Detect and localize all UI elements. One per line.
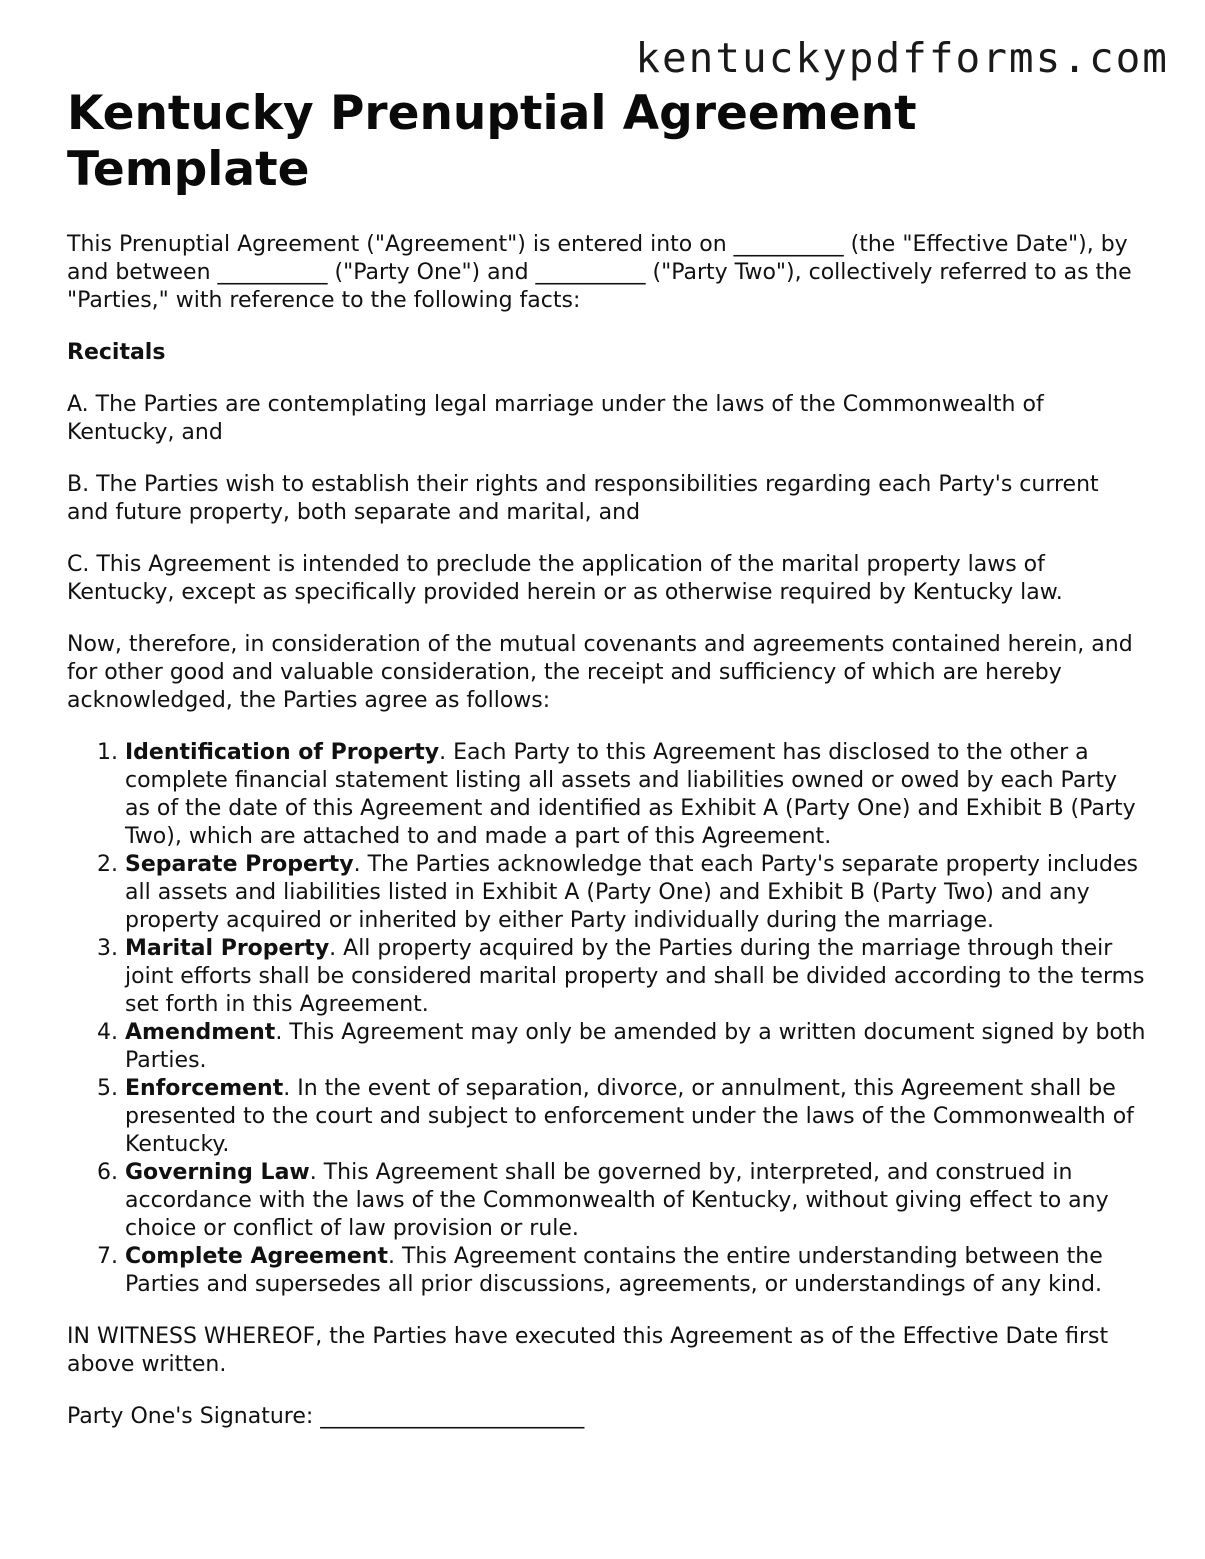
clause-heading: Marital Property [125, 936, 330, 961]
clause-heading: Governing Law [125, 1160, 310, 1185]
clause-text: . This Agreement contains the entire understanding between the Parties and supersedes all prior discussions, agreements, or understandings of any kind. [125, 1244, 1103, 1297]
clauses-list [67, 739, 1147, 1299]
intro-paragraph: This Prenuptial Agreement ("Agreement") is entered into on __________ (the "Effective Date"), by and between __________ ("Party One") and __________ ("Party Two"), collectively referred to as the "Parties," with reference to the following facts: [67, 232, 1132, 313]
clause-heading: Separate Property [125, 852, 354, 877]
clause-heading: Complete Agreement [125, 1244, 388, 1269]
clause-separate-property [125, 851, 1147, 935]
site-watermark: kentuckypdfforms.com [635, 34, 1169, 82]
document-body [67, 86, 1147, 1431]
now-therefore-paragraph: Now, therefore, in consideration of the mutual covenants and agreements contained herein, and for other good and valuable consideration, the receipt and sufficiency of which are hereby acknowledged, the Parties agree as follows: [67, 632, 1133, 713]
clause-amendment [125, 1019, 1147, 1075]
recital-c: C. This Agreement is intended to preclude the application of the marital property laws of Kentucky, except as specifically provided herein or as otherwise required by Kentucky law. [67, 552, 1063, 605]
recitals-heading: Recitals [67, 340, 166, 365]
clause-text: . The Parties acknowledge that each Party's separate property includes all assets and liabilities listed in Exhibit A (Party One) and Exhibit B (Party Two) and any property acquired or inherited by either Party individually during the marriage. [125, 852, 1139, 933]
clause-identification-of-property [125, 739, 1147, 851]
clause-text: . Each Party to this Agreement has disclosed to the other a complete financial statement listing all assets and liabilities owned or owed by each Party as of the date of this Agreement and identified as Exhibit A (Party One) and Exhibit B (Party Two), which are attached to and made a part of this Agreement. [125, 740, 1136, 849]
clause-text: . This Agreement may only be amended by a written document signed by both Parties. [125, 1020, 1146, 1073]
clause-heading: Amendment [125, 1020, 276, 1045]
clause-text: . This Agreement shall be governed by, interpreted, and construed in accordance with the laws of the Commonwealth of Kentucky, without giving effect to any choice or conflict of law provision or rule. [125, 1160, 1109, 1241]
clause-enforcement [125, 1075, 1147, 1159]
clause-governing-law [125, 1159, 1147, 1243]
clause-text: . All property acquired by the Parties during the marriage through their joint efforts shall be considered marital property and shall be divided according to the terms set forth in this Agreement. [125, 936, 1145, 1017]
party-one-signature-line: Party One's Signature: ________________________ [67, 1404, 585, 1429]
document-title: Kentucky Prenuptial Agreement Template [67, 86, 917, 197]
witness-paragraph: IN WITNESS WHEREOF, the Parties have executed this Agreement as of the Effective Date first above written. [67, 1324, 1109, 1377]
clause-marital-property [125, 935, 1147, 1019]
clause-text: . In the event of separation, divorce, or annulment, this Agreement shall be presented to the court and subject to enforcement under the laws of the Commonwealth of Kentucky. [125, 1076, 1134, 1157]
recital-b: B. The Parties wish to establish their rights and responsibilities regarding each Party's current and future property, both separate and marital, and [67, 472, 1099, 525]
recital-a: A. The Parties are contemplating legal marriage under the laws of the Commonwealth of Kentucky, and [67, 392, 1044, 445]
clause-heading: Enforcement [125, 1076, 284, 1101]
clause-complete-agreement [125, 1243, 1147, 1299]
clause-heading: Identification of Property [125, 740, 440, 765]
